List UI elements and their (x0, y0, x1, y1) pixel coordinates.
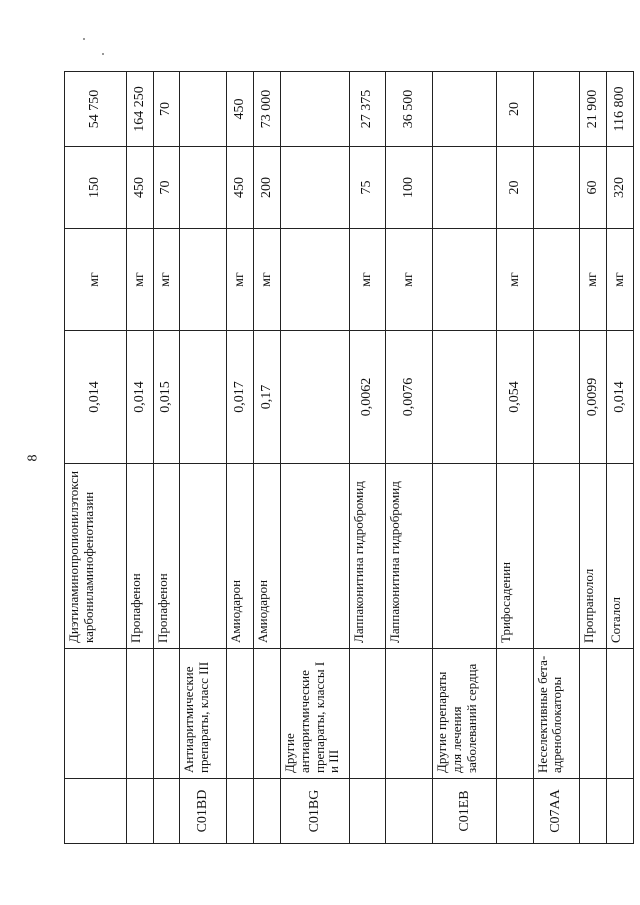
group-name-cell (349, 649, 385, 779)
drug-name-cell: Амиодарон (253, 464, 280, 649)
dose-cell: 150 (65, 147, 127, 229)
total-cell: 20 (497, 72, 533, 147)
table-body (65, 72, 634, 844)
ddd-cell (433, 331, 497, 464)
dose-cell: 70 (153, 147, 180, 229)
drug-name-cell: Диэтиламинопропионилэтоксикарбониламинофенотиазин (65, 464, 127, 649)
ddd-cell: 0,0062 (349, 331, 385, 464)
dose-cell: 320 (607, 147, 634, 229)
group-name-cell (253, 649, 280, 779)
drug-name-cell: Пропафенон (126, 464, 153, 649)
dose-cell: 100 (386, 147, 433, 229)
total-cell (433, 72, 497, 147)
unit-cell: мг (580, 229, 607, 331)
group-name-cell (386, 649, 433, 779)
scan-speck (83, 38, 85, 40)
dose-cell: 60 (580, 147, 607, 229)
drug-name-cell (433, 464, 497, 649)
table-row (153, 72, 180, 844)
group-name-cell (580, 649, 607, 779)
total-cell: 70 (153, 72, 180, 147)
group-name-cell: Неселективные бета-адреноблокаторы (533, 649, 580, 779)
total-cell: 450 (227, 72, 254, 147)
atc-code-cell: C07AA (533, 779, 580, 844)
dose-cell: 75 (349, 147, 385, 229)
drug-name-cell: Лаппаконитина гидробромид (386, 464, 433, 649)
atc-code-cell: C01EB (433, 779, 497, 844)
group-name-cell: Другие препараты для лечения заболеваний сердца (433, 649, 497, 779)
total-cell: 164 250 (126, 72, 153, 147)
ddd-cell: 0,0099 (580, 331, 607, 464)
total-cell (533, 72, 580, 147)
table-row (386, 72, 433, 844)
unit-cell: мг (253, 229, 280, 331)
table-row (126, 72, 153, 844)
unit-cell (433, 229, 497, 331)
drug-name-cell: Соталол (607, 464, 634, 649)
unit-cell: мг (227, 229, 254, 331)
group-name-cell: Антиаритмические препараты, класс III (180, 649, 227, 779)
dose-cell (280, 147, 349, 229)
unit-cell: мг (386, 229, 433, 331)
unit-cell: мг (153, 229, 180, 331)
dose-cell: 450 (227, 147, 254, 229)
total-cell: 36 500 (386, 72, 433, 147)
drug-name-cell (533, 464, 580, 649)
total-cell (180, 72, 227, 147)
group-name-cell (607, 649, 634, 779)
atc-code-cell (253, 779, 280, 844)
unit-cell (533, 229, 580, 331)
atc-code-cell: C01BG (280, 779, 349, 844)
ddd-cell: 0,015 (153, 331, 180, 464)
drug-name-cell: Трифосаденин (497, 464, 533, 649)
dose-cell (533, 147, 580, 229)
atc-code-cell (349, 779, 385, 844)
page-number: 8 (25, 454, 41, 462)
group-name-cell: Другие антиаритмические препараты, классы I и III (280, 649, 349, 779)
table-row (607, 72, 634, 844)
ddd-cell (280, 331, 349, 464)
dose-cell: 450 (126, 147, 153, 229)
group-name-cell (126, 649, 153, 779)
atc-code-cell: C01BD (180, 779, 227, 844)
drug-name-cell (180, 464, 227, 649)
ddd-cell (533, 331, 580, 464)
table-row (180, 72, 227, 844)
rotated-table-wrapper (64, 72, 634, 844)
unit-cell: мг (607, 229, 634, 331)
ddd-cell: 0,014 (607, 331, 634, 464)
dose-cell (180, 147, 227, 229)
group-name-cell (497, 649, 533, 779)
table-row (253, 72, 280, 844)
unit-cell (280, 229, 349, 331)
ddd-cell: 0,014 (126, 331, 153, 464)
drug-name-cell: Амиодарон (227, 464, 254, 649)
drug-name-cell: Пропранолол (580, 464, 607, 649)
dose-cell: 20 (497, 147, 533, 229)
table-row (580, 72, 607, 844)
ddd-cell: 0,0076 (386, 331, 433, 464)
ddd-cell: 0,017 (227, 331, 254, 464)
atc-code-cell (580, 779, 607, 844)
total-cell: 27 375 (349, 72, 385, 147)
drug-dosage-table (64, 71, 634, 844)
total-cell: 73 000 (253, 72, 280, 147)
table-row (280, 72, 349, 844)
atc-code-cell (227, 779, 254, 844)
group-name-cell (153, 649, 180, 779)
total-cell: 21 900 (580, 72, 607, 147)
unit-cell: мг (349, 229, 385, 331)
atc-code-cell (126, 779, 153, 844)
drug-name-cell: Пропафенон (153, 464, 180, 649)
ddd-cell (180, 331, 227, 464)
atc-code-cell (153, 779, 180, 844)
drug-name-cell (280, 464, 349, 649)
unit-cell: мг (497, 229, 533, 331)
unit-cell: мг (65, 229, 127, 331)
dose-cell (433, 147, 497, 229)
unit-cell (180, 229, 227, 331)
table-row (433, 72, 497, 844)
total-cell: 116 800 (607, 72, 634, 147)
atc-code-cell (497, 779, 533, 844)
dose-cell: 200 (253, 147, 280, 229)
table-row (227, 72, 254, 844)
atc-code-cell (65, 779, 127, 844)
atc-code-cell (386, 779, 433, 844)
group-name-cell (227, 649, 254, 779)
ddd-cell: 0,17 (253, 331, 280, 464)
table-row (533, 72, 580, 844)
table-row (349, 72, 385, 844)
ddd-cell: 0,054 (497, 331, 533, 464)
total-cell (280, 72, 349, 147)
unit-cell: мг (126, 229, 153, 331)
ddd-cell: 0,014 (65, 331, 127, 464)
table-row (65, 72, 127, 844)
group-name-cell (65, 649, 127, 779)
table-row (497, 72, 533, 844)
drug-name-cell: Лаппаконитина гидробромид (349, 464, 385, 649)
scan-speck (102, 53, 104, 55)
atc-code-cell (607, 779, 634, 844)
total-cell: 54 750 (65, 72, 127, 147)
